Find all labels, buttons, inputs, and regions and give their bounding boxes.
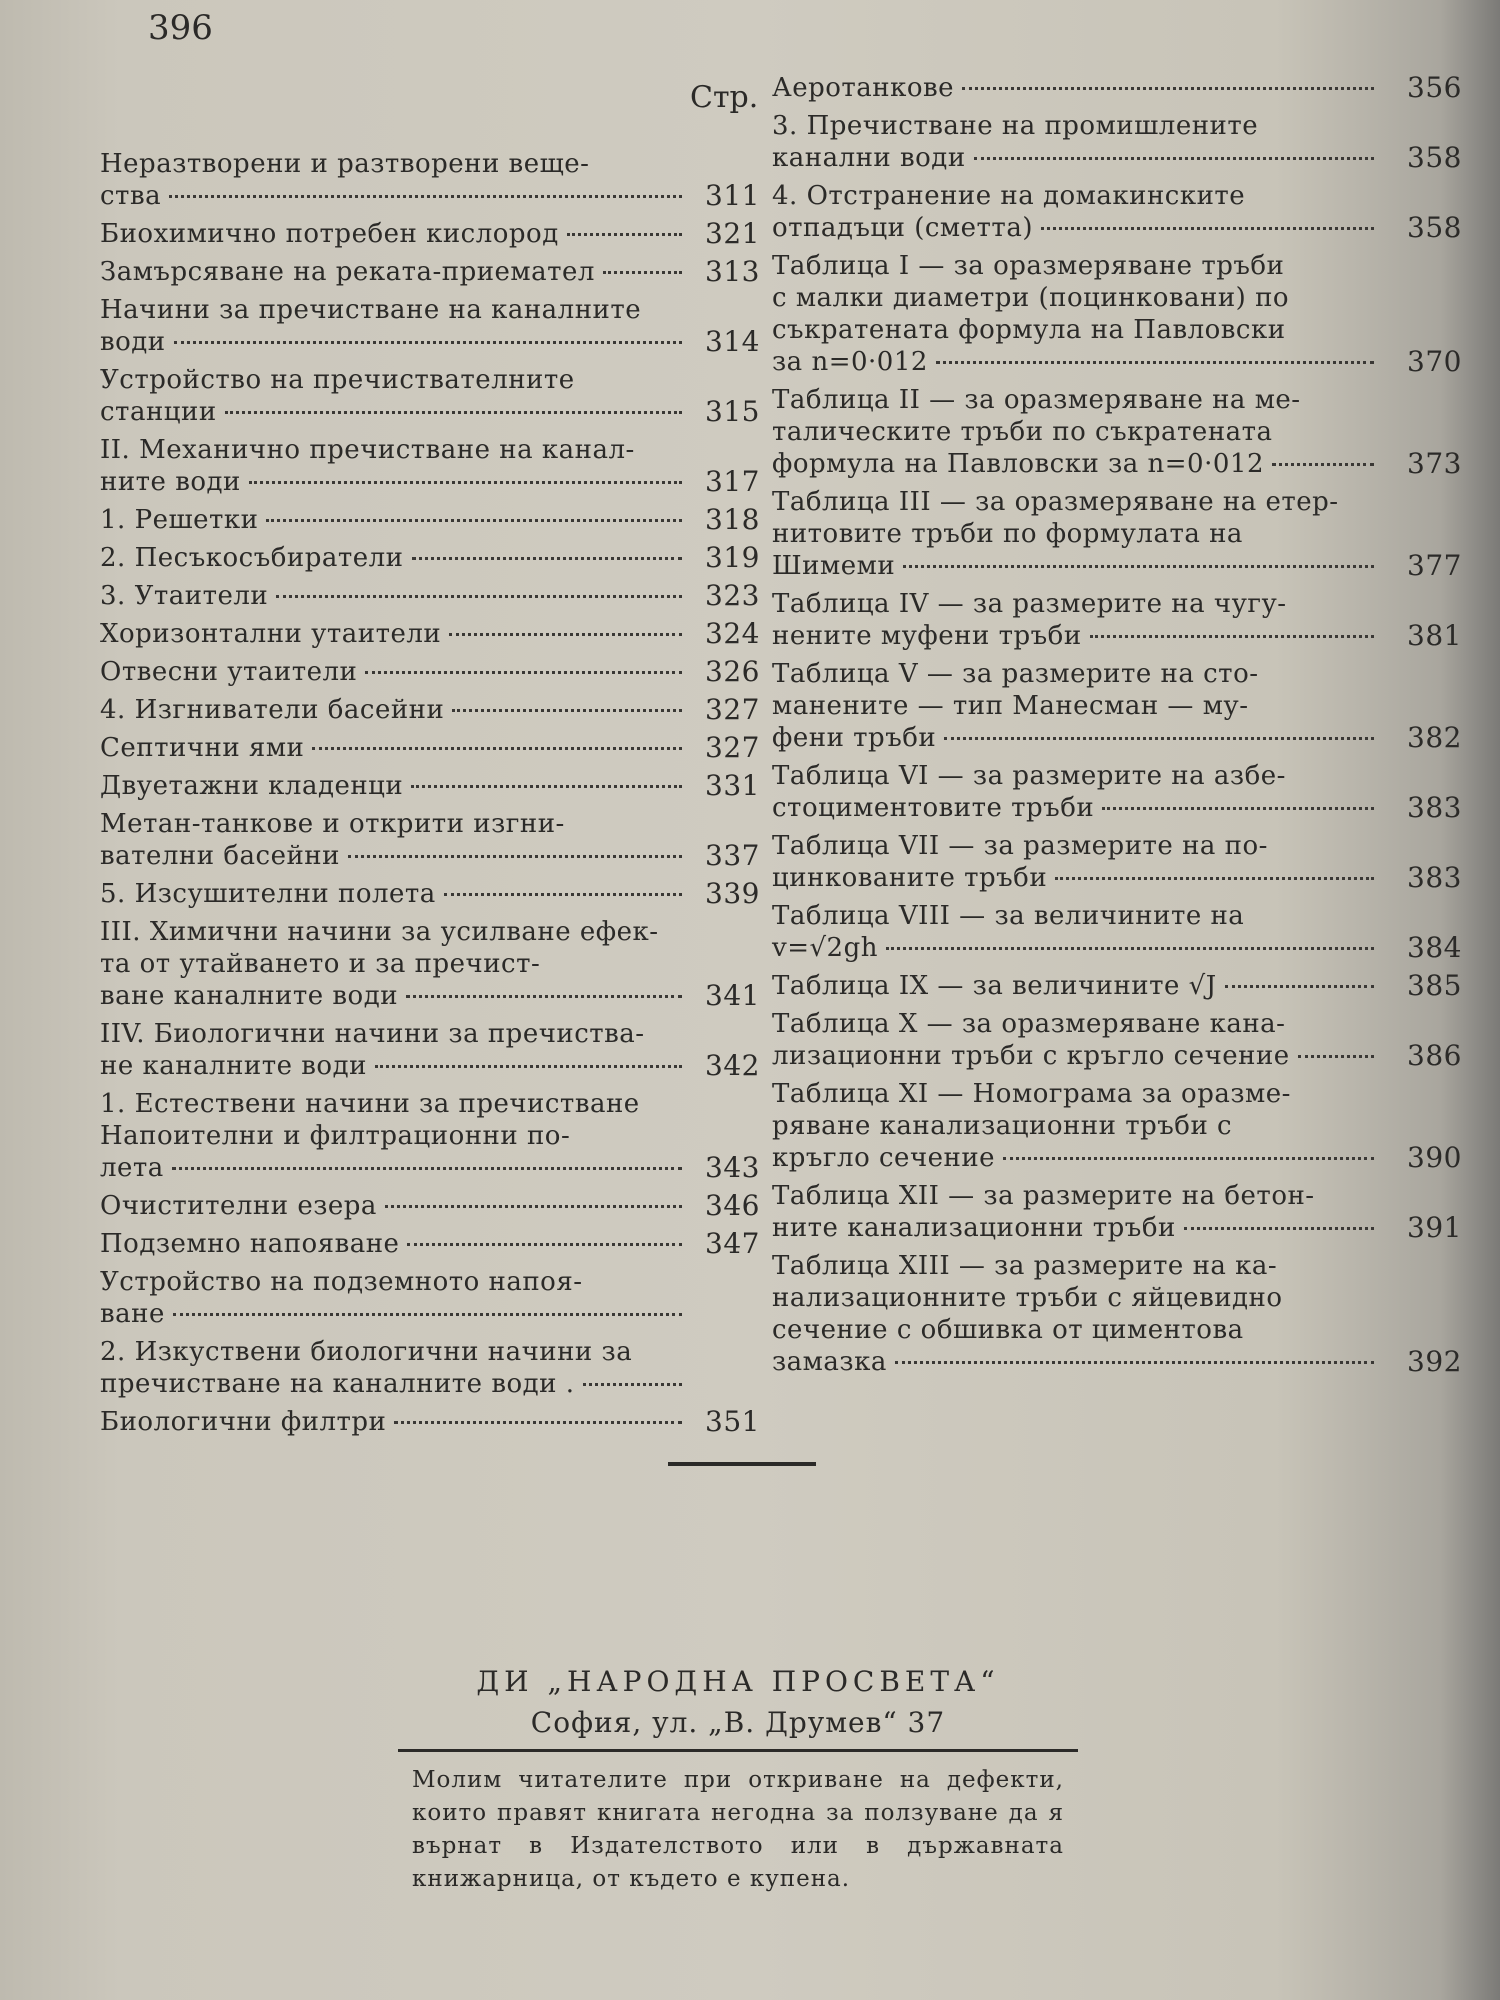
toc-entry — [772, 486, 1462, 582]
publisher-address: София, ул. „В. Друмев“ 37 — [530, 1706, 946, 1739]
toc-entry-line: манените — тип Манесман — му- — [772, 691, 1249, 721]
dot-leader — [348, 855, 682, 858]
toc-page-number: 383 — [1407, 861, 1462, 894]
toc-entry-line: ряване канализационни тръби с — [772, 1111, 1233, 1141]
imprint-rule — [398, 1749, 1078, 1752]
toc-entry-line: ване каналните води — [100, 980, 760, 1012]
toc-entry-line: Подземно напояване — [100, 1228, 760, 1260]
toc-entry-line: Биохимично потребен кислород — [100, 218, 760, 250]
toc-entry-line: Таблица X — за оразмеряване кана- — [772, 1009, 1286, 1039]
toc-entry-line: цинкованите тръби — [772, 862, 1462, 894]
toc-entry-line: канални води — [772, 142, 1462, 174]
toc-page-number: 343 — [705, 1151, 760, 1184]
toc-page-number: 323 — [705, 579, 760, 612]
toc-entry — [100, 1336, 760, 1400]
toc-entry-line: нитовите тръби по формулата на — [772, 519, 1243, 549]
dot-leader — [249, 481, 682, 484]
toc-entry — [772, 900, 1462, 964]
toc-page-number: 392 — [1407, 1345, 1462, 1378]
toc-entry — [100, 732, 760, 764]
toc-entry-line: Таблица V — за размерите на сто- — [772, 659, 1259, 689]
toc-entry — [100, 294, 760, 358]
toc-entry — [100, 694, 760, 726]
dot-leader — [172, 1167, 682, 1170]
toc-entry-line: v=√2gh — [772, 932, 1462, 964]
toc-entry-line: III. Химични начини за усилване ефек- — [100, 917, 659, 947]
toc-page-number: 327 — [705, 693, 760, 726]
toc-page-number: 314 — [705, 325, 760, 358]
toc-page-number: 311 — [705, 179, 760, 212]
imprint — [398, 1665, 1078, 1896]
toc-entry-line: Таблица IX — за величините √J — [772, 970, 1462, 1002]
dot-leader — [394, 1421, 682, 1424]
toc-page-number: 370 — [1407, 345, 1462, 378]
toc-entry-line: ните води — [100, 466, 760, 498]
toc-entry — [100, 218, 760, 250]
toc-page-number: 317 — [705, 465, 760, 498]
toc-left-column — [100, 148, 760, 1438]
dot-leader — [1184, 1227, 1374, 1230]
toc-entry-line: вателни басейни — [100, 840, 760, 872]
dot-leader — [452, 709, 682, 712]
dot-leader — [944, 737, 1374, 740]
toc-entry-line: Таблица VIII — за величините на — [772, 901, 1245, 931]
toc-entry-line: Устройство на пречиствателните — [100, 365, 575, 395]
toc-entry-line: 4. Отстранение на домакинските — [772, 181, 1246, 211]
toc-entry-line: Устройство на подземното напоя- — [100, 1267, 583, 1297]
toc-entry-line: лизационни тръби с кръгло сечение — [772, 1040, 1462, 1072]
toc-entry-line: IIV. Биологични начини за пречиства- — [100, 1019, 645, 1049]
toc-page-number: 347 — [705, 1227, 760, 1260]
toc-entry — [100, 434, 760, 498]
dot-leader — [1003, 1157, 1374, 1160]
dot-leader — [895, 1361, 1374, 1364]
dot-leader — [266, 519, 682, 522]
toc-entry — [100, 618, 760, 650]
dot-leader — [1041, 227, 1374, 230]
toc-right-column — [772, 72, 1462, 1378]
toc-entry — [100, 1018, 760, 1082]
toc-entry-line: 1. Решетки — [100, 504, 760, 536]
dot-leader — [412, 557, 683, 560]
toc-entry-line: нализационните тръби с яйцевидно — [772, 1283, 1283, 1313]
toc-entry-line: Начини за пречистване на каналните — [100, 295, 642, 325]
toc-page-number: 351 — [705, 1405, 760, 1438]
dot-leader — [411, 785, 682, 788]
toc-entry-line: Неразтворени и разтворени веще- — [100, 149, 590, 179]
toc-entry-line: 1. Естествени начини за пречистване — [100, 1089, 640, 1119]
toc-entry-line: станции — [100, 396, 760, 428]
toc-entry-line: пречистване на каналните води . — [100, 1368, 760, 1400]
toc-page-number: 315 — [705, 395, 760, 428]
toc-entry-line: отпадъци (сметта) — [772, 212, 1462, 244]
toc-entry — [772, 1078, 1462, 1174]
toc-entry-line: Таблица IV — за размерите на чугу- — [772, 589, 1287, 619]
toc-entry-line: 2. Изкуствени биологични начини за — [100, 1337, 633, 1367]
toc-page-number: 358 — [1407, 211, 1462, 244]
toc-page-number: 373 — [1407, 447, 1462, 480]
dot-leader — [603, 271, 682, 274]
publisher-name: ДИ „НАРОДНА ПРОСВЕТА“ — [476, 1665, 1000, 1698]
toc-entry — [772, 1008, 1462, 1072]
dot-leader — [974, 157, 1374, 160]
toc-entry — [100, 1228, 760, 1260]
dot-leader — [583, 1383, 683, 1386]
toc-page-number: 327 — [705, 731, 760, 764]
toc-entry-line: формула на Павловски за n=0·012 — [772, 448, 1462, 480]
toc-page-number: 341 — [705, 979, 760, 1012]
toc-entry — [100, 1266, 760, 1330]
toc-entry — [100, 504, 760, 536]
toc-entry — [772, 180, 1462, 244]
toc-entry-line: Шимеми — [772, 550, 1462, 582]
toc-entry-line: замазка — [772, 1346, 1462, 1378]
toc-entry-line: Метан-танкове и открити изгни- — [100, 809, 565, 839]
toc-entry — [772, 830, 1462, 894]
dot-leader — [407, 1243, 682, 1246]
toc-entry — [100, 878, 760, 910]
toc-page-number: 381 — [1407, 619, 1462, 652]
toc-page-number: 377 — [1407, 549, 1462, 582]
toc-page-number: 382 — [1407, 721, 1462, 754]
toc-entry — [772, 1180, 1462, 1244]
toc-entry-line: за n=0·012 — [772, 346, 1462, 378]
dot-leader — [1272, 463, 1374, 466]
toc-page-number: 326 — [705, 655, 760, 688]
toc-page-number: 318 — [705, 503, 760, 536]
dot-leader — [903, 565, 1374, 568]
toc-entry — [772, 250, 1462, 378]
toc-entry — [100, 256, 760, 288]
toc-page-number: 385 — [1407, 969, 1462, 1002]
dot-leader — [312, 747, 682, 750]
toc-entry-line: Септични ями — [100, 732, 760, 764]
toc-entry-line: II. Механично пречистване на канал- — [100, 435, 635, 465]
toc-entry-line: с малки диаметри (поцинковани) по — [772, 283, 1290, 313]
toc-page-number: 346 — [705, 1189, 760, 1222]
dot-leader — [1055, 877, 1374, 880]
toc-page-number: 390 — [1407, 1141, 1462, 1174]
toc-page-number: 358 — [1407, 141, 1462, 174]
dot-leader — [1298, 1055, 1374, 1058]
dot-leader — [1225, 985, 1374, 988]
toc-entry-line: нените муфени тръби — [772, 620, 1462, 652]
dot-leader — [449, 633, 682, 636]
toc-entry-line: ства — [100, 180, 760, 212]
toc-entry — [100, 148, 760, 212]
toc-entry-line: Таблица III — за оразмеряване на етер- — [772, 487, 1339, 517]
dot-leader — [173, 1313, 682, 1316]
toc-entry-line: 3. Утаители — [100, 580, 760, 612]
toc-entry — [100, 770, 760, 802]
dot-leader — [385, 1205, 682, 1208]
toc-page-number: 337 — [705, 839, 760, 872]
dot-leader — [276, 595, 682, 598]
dot-leader — [225, 411, 682, 414]
toc-entry-line: талическите тръби по съкратената — [772, 417, 1273, 447]
toc-entry-line: Отвесни утаители — [100, 656, 760, 688]
toc-entry — [100, 542, 760, 574]
toc-entry-line: 5. Изсушителни полета — [100, 878, 760, 910]
toc-page-number: 386 — [1407, 1039, 1462, 1072]
dot-leader — [936, 361, 1374, 364]
toc-entry-line: та от утайването и за пречист- — [100, 949, 541, 979]
toc-entry-line: 3. Пречистване на промишлените — [772, 111, 1259, 141]
toc-page-number: 324 — [705, 617, 760, 650]
dot-leader — [444, 893, 682, 896]
toc-entry — [100, 1088, 760, 1184]
toc-entry — [772, 384, 1462, 480]
toc-entry — [772, 72, 1462, 104]
toc-entry-line: 4. Изгниватели басейни — [100, 694, 760, 726]
toc-entry-line: фени тръби — [772, 722, 1462, 754]
toc-entry-line: Таблица XIII — за размерите на ка- — [772, 1251, 1278, 1281]
toc-entry — [772, 588, 1462, 652]
toc-entry — [772, 970, 1462, 1002]
toc-entry-line: Очистителни езера — [100, 1190, 760, 1222]
toc-entry-line: Таблица XI — Номограма за оразме- — [772, 1079, 1291, 1109]
toc-page-number: 319 — [705, 541, 760, 574]
toc-entry — [100, 916, 760, 1012]
toc-page-number: 391 — [1407, 1211, 1462, 1244]
toc-entry-line: не каналните води — [100, 1050, 760, 1082]
dot-leader — [174, 341, 682, 344]
toc-page-number: 384 — [1407, 931, 1462, 964]
dot-leader — [962, 87, 1374, 90]
toc-entry-line: стоцимeнтовите тръби — [772, 792, 1462, 824]
dot-leader — [406, 995, 682, 998]
toc-entry — [100, 808, 760, 872]
dot-leader — [567, 233, 682, 236]
toc-entry — [772, 110, 1462, 174]
toc-entry-line: ните канализационни тръби — [772, 1212, 1462, 1244]
toc-entry-line: Хоризонтални утаители — [100, 618, 760, 650]
toc-page-number: 339 — [705, 877, 760, 910]
toc-page-number: 331 — [705, 769, 760, 802]
defect-notice: Молим читателите при откриване на дефекти, които правят книгата негодна за ползуване да я върнат в Издателството или в държавната книжарница, от където е купена. — [412, 1767, 1064, 1892]
toc-entry-line: Таблица I — за оразмеряване тръби — [772, 251, 1285, 281]
toc-entry-line: Таблица VI — за размерите на азбе- — [772, 761, 1286, 791]
toc-entry-line: 2. Песъкосъбиратели — [100, 542, 760, 574]
toc-entry — [100, 364, 760, 428]
page-number: 396 — [148, 8, 213, 48]
page-column-header: Стр. — [690, 80, 759, 115]
toc-entry-line: Аеротанкове — [772, 72, 1462, 104]
dot-leader — [886, 947, 1374, 950]
toc-entry-line: Двуетажни кладенци — [100, 770, 760, 802]
toc-page-number: 313 — [705, 255, 760, 288]
toc-entry-line: Биологични филтри — [100, 1406, 760, 1438]
toc-entry — [100, 1190, 760, 1222]
dot-leader — [1090, 635, 1374, 638]
toc-entry-line: Таблица II — за оразмеряване на ме- — [772, 385, 1301, 415]
toc-page-number: 342 — [705, 1049, 760, 1082]
toc-page-number: 356 — [1407, 71, 1462, 104]
toc-entry — [772, 658, 1462, 754]
toc-entry — [772, 1250, 1462, 1378]
dot-leader — [169, 195, 682, 198]
toc-entry-line: води — [100, 326, 760, 358]
toc-page-number: 383 — [1407, 791, 1462, 824]
section-divider — [668, 1462, 816, 1466]
toc-entry — [100, 656, 760, 688]
toc-entry — [100, 1406, 760, 1438]
toc-entry-line: Замърсяване на реката-приемател — [100, 256, 760, 288]
toc-entry-line: Таблица VII — за размерите на по- — [772, 831, 1268, 861]
dot-leader — [375, 1065, 682, 1068]
dot-leader — [1102, 807, 1374, 810]
toc-entry — [100, 580, 760, 612]
toc-entry-line: Напоителни и филтрационни по- — [100, 1121, 571, 1151]
toc-entry-line: кръгло сечение — [772, 1142, 1462, 1174]
toc-entry-line: ване — [100, 1298, 760, 1330]
toc-entry — [772, 760, 1462, 824]
toc-entry-line: съкратената формула на Павловски — [772, 315, 1286, 345]
toc-page-number: 321 — [705, 217, 760, 250]
toc-entry-line: сечение с обшивка от циментова — [772, 1315, 1244, 1345]
dot-leader — [365, 671, 682, 674]
toc-entry-line: лета — [100, 1152, 760, 1184]
toc-entry-line: Таблица XII — за размерите на бетон- — [772, 1181, 1315, 1211]
